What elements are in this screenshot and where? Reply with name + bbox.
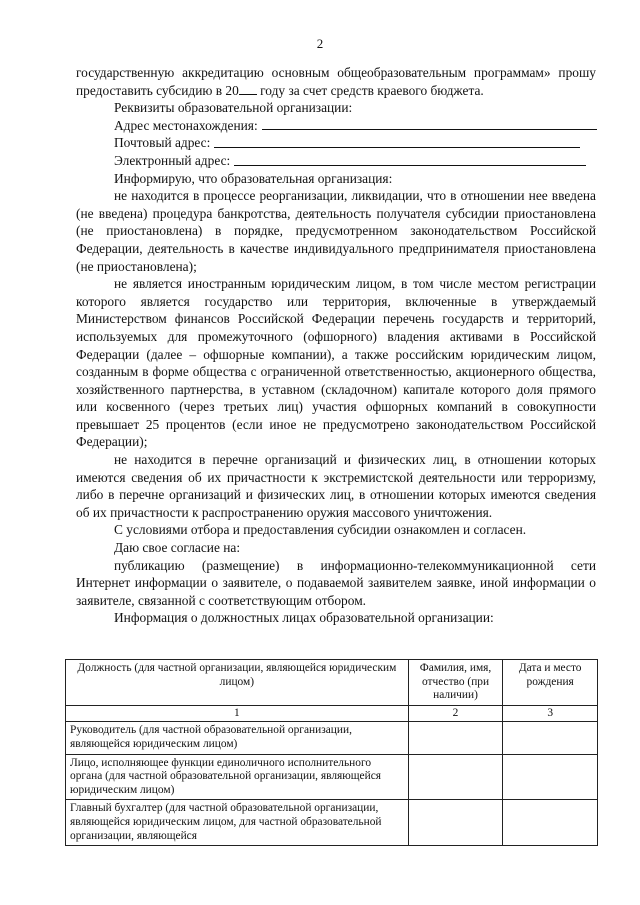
table-header-row [66, 660, 598, 706]
paragraph-not-in-lists: не находится в перечне организаций и физических лиц, в отношении которых имеются сведения об их причастности к экстремистской деятельности или терроризму, либо в перечне организаций и физических лиц, в отношении которых имеются сведения об их причастности к распространению оружия массового уничтожения. [76, 452, 596, 520]
cell-director-name[interactable] [408, 722, 503, 754]
email-address-field[interactable] [76, 152, 596, 170]
cell-executive-birth[interactable] [503, 754, 598, 800]
officials-table [65, 659, 598, 846]
paragraph-not-foreign-entity: не является иностранным юридическим лицом, в том числе местом регистрации которого является государство или территория, включенные в утверждаемый Министерством финансов Российской Федерации перечень государств и территорий, используемых для промежуточного (офшорного) владения активами в Российской Федерации (далее – офшорные компании), а также российским юридическим лицом, созданным в форме общества с ограниченной ответственностью, акционерного общества, хозяйственного партнерства, в уставном (складочном) капитале которого доля прямого или косвенного (через третьих лиц) участия офшорных компаний в совокупности превышает 25 процентов (если иное не предусмотрено законодательством Российской Федерации); [76, 276, 596, 450]
row-position-executive: Лицо, исполняющее функции единоличного исполнительного органа (для частной образовательной организации, являющейся юридическим лицом) [66, 754, 409, 800]
subsidy-request-text: государственную аккредитацию основным общеобразовательным программам» прошу предоставить субсидию в 20 [76, 65, 596, 98]
year-blank[interactable] [239, 82, 257, 95]
inform-heading: Информирую, что образовательная организация: [114, 170, 393, 186]
header-full-name: Фамилия, имя, отчество (при наличии) [408, 660, 503, 706]
paragraph-publication-consent: публикацию (размещение) в информационно-телекоммуникационной сети Интернет информации о заявителе, о подаваемой заявителем заявке, иной информации о заявителе, связанной с соответствующим отбором. [76, 557, 596, 608]
column-number-1: 1 [66, 705, 409, 722]
table-row [66, 722, 598, 754]
page-number: 2 [316, 36, 324, 51]
paragraph-agreement: С условиями отбора и предоставления субсидии ознакомлен и согласен. [114, 522, 527, 538]
subsidy-request-text-end: году за счет средств краевого бюджета. [256, 82, 484, 98]
cell-director-birth[interactable] [503, 722, 598, 754]
postal-address-label: Почтовый адрес: [114, 135, 211, 151]
address-blank-line[interactable] [262, 129, 597, 130]
paragraph-subsidy-request [76, 64, 596, 99]
email-address-blank-line[interactable] [234, 165, 586, 166]
document-body [76, 64, 596, 627]
cell-executive-name[interactable] [408, 754, 503, 800]
officials-heading: Информация о должностных лицах образовательной организации: [114, 610, 494, 626]
address-field[interactable] [76, 117, 596, 135]
cell-accountant-name[interactable] [408, 800, 503, 846]
paragraph-not-reorganizing: не находится в процессе реорганизации, ликвидации, что в отношении нее введена (не введена) процедура банкротства, деятельность получателя субсидии приостановлена (не приостановлена) в порядке, предусмотренном законодательством Российской Федерации, деятельность в качестве индивидуального предпринимателя приостановлена (не приостановлена); [76, 188, 596, 274]
postal-address-field[interactable] [76, 134, 596, 152]
postal-address-blank-line[interactable] [214, 147, 580, 148]
column-number-2: 2 [408, 705, 503, 722]
table-number-row [66, 705, 598, 722]
email-address-label: Электронный адрес: [114, 152, 231, 168]
paragraph-consent-heading: Даю свое согласие на: [114, 540, 241, 556]
row-position-director: Руководитель (для частной образовательной организации, являющейся юридическим лицом) [66, 722, 409, 754]
header-birth-date-place: Дата и место рождения [503, 660, 598, 706]
cell-accountant-birth[interactable] [503, 800, 598, 846]
requisites-heading: Реквизиты образовательной организации: [114, 100, 353, 116]
header-position: Должность (для частной организации, являющейся юридическим лицом) [66, 660, 409, 706]
row-position-chief-accountant: Главный бухгалтер (для частной образовательной организации, являющейся юридическим лицом, для частной образовательной организации, являющейся [66, 800, 409, 846]
table-row [66, 800, 598, 846]
column-number-3: 3 [503, 705, 598, 722]
table-row [66, 754, 598, 800]
address-label: Адрес местонахождения: [114, 117, 258, 133]
